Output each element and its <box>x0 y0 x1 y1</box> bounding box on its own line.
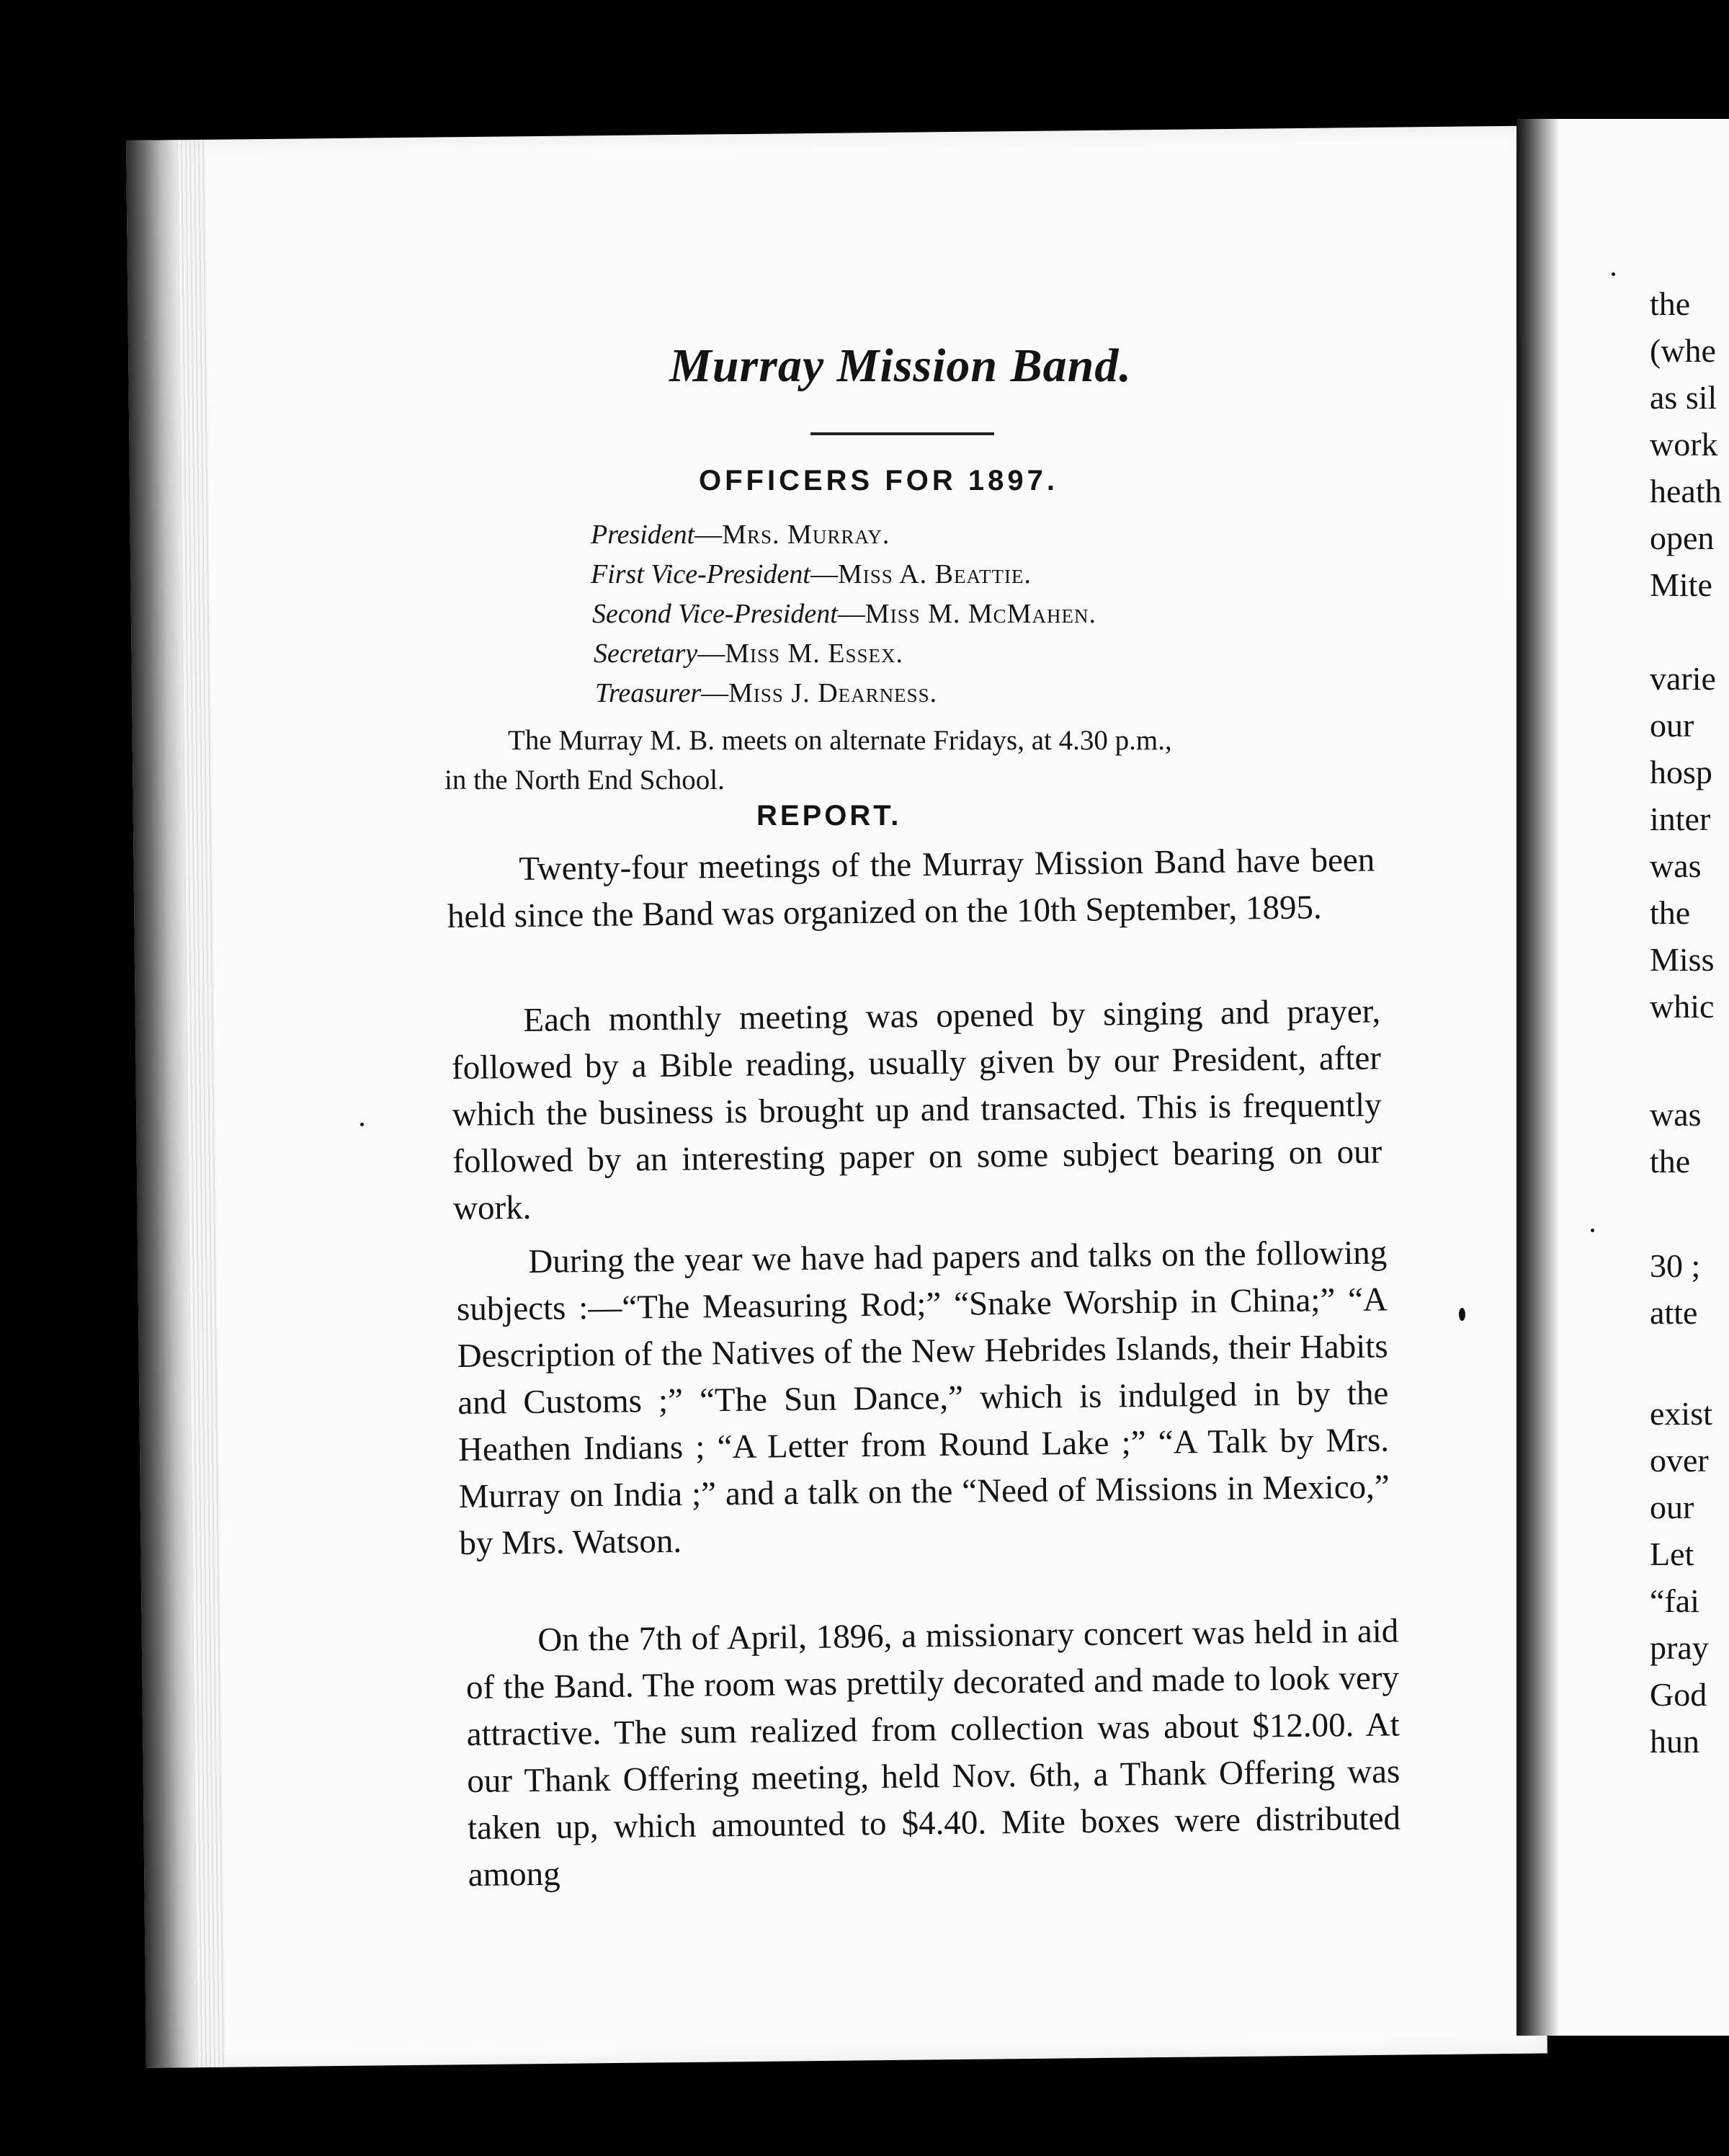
scan-speck <box>1612 272 1615 276</box>
officer-president: President—Mrs. Murray. <box>591 520 890 550</box>
right-page-line: was <box>1650 847 1702 884</box>
officers-heading: OFFICERS FOR 1897. <box>699 465 1058 496</box>
book-gutter <box>1516 119 1560 2036</box>
right-page-line: varie <box>1650 660 1716 697</box>
officer-name: Miss J. Dearness. <box>728 678 938 708</box>
report-paragraph-4: On the 7th of April, 1896, a missionary concert was held in aid of the Band. The room was prettily decorated and made to look very attractive. The sum realized from collection was about $12.00. At our Thank Offering meeting, held Nov. 6th, a Thank Offering was taken up, which amounted to $4.40. Mite boxes were distributed among <box>465 1612 1401 1894</box>
right-page-line: over <box>1650 1442 1709 1479</box>
officer-name: Miss M. Essex. <box>725 638 904 669</box>
right-page-line: was <box>1650 1096 1702 1133</box>
right-page-line: the <box>1650 894 1691 931</box>
officer-name: Miss M. McMahen. <box>864 599 1096 629</box>
report-heading: REPORT. <box>756 800 902 832</box>
right-page-line: Let <box>1650 1536 1694 1572</box>
meeting-note-line-1: The Murray M. B. meets on alternate Fridays, at 4.30 p.m., <box>508 725 1172 756</box>
right-page-line: whic <box>1650 988 1715 1025</box>
right-page-line: our <box>1650 1489 1694 1525</box>
officer-role: Second Vice-President <box>592 599 838 629</box>
report-paragraph-3: During the year we have had papers and talks on the following subjects :—“The Measuring Rod;” “Snake Worship in China;” “A Description of the Natives of the New Hebrides Islands, their Habits and Customs ;” “The Sun Dance,” which is indulged in by the Heathen Indians ; “A Letter from Round Lake ;” “A Talk by Mrs. Murray on India ;” and a talk on the “Need of Missions in Mexico,” by Mrs. Watson. <box>456 1234 1390 1562</box>
right-page-line: exist <box>1650 1395 1712 1432</box>
right-page-line: hosp <box>1650 754 1712 790</box>
officer-role: Treasurer <box>595 678 702 708</box>
right-page-line: Miss <box>1650 941 1715 978</box>
title-rule <box>810 432 994 435</box>
scan-speck <box>1591 1229 1594 1232</box>
officer-name: Mrs. Murray. <box>722 520 890 550</box>
page-title: Murray Mission Band. <box>669 339 1132 392</box>
right-page-line: God <box>1650 1676 1707 1713</box>
scan-speck <box>1459 1308 1465 1321</box>
right-page-line: the <box>1650 285 1691 322</box>
officer-secretary: Secretary—Miss M. Essex. <box>594 638 904 669</box>
officer-role: Secretary <box>594 638 698 669</box>
right-page-line: our <box>1650 707 1694 744</box>
right-page-line: Mite <box>1650 566 1712 603</box>
scan-speck <box>360 1123 364 1126</box>
officer-first-vice-president: First Vice-President—Miss A. Beattie. <box>591 559 1032 589</box>
right-page-line: pray <box>1650 1629 1709 1666</box>
right-page-line: open <box>1650 520 1715 556</box>
right-page-line: 30 ; <box>1650 1247 1701 1284</box>
meeting-note-line-2: in the North End School. <box>444 765 725 796</box>
report-paragraph-1: Twenty-four meetings of the Murray Mission Band have been held since the Band was organized on the 10th September, 1895. <box>447 841 1375 935</box>
right-page-line: atte <box>1650 1294 1698 1331</box>
officer-second-vice-president: Second Vice-President—Miss M. McMahen. <box>592 599 1096 629</box>
right-page-line: work <box>1650 426 1718 463</box>
right-page-line: the <box>1650 1143 1691 1180</box>
officer-role: President <box>591 520 695 550</box>
right-page-line: inter <box>1650 801 1711 837</box>
officer-name: Miss A. Beattie. <box>837 559 1032 589</box>
report-paragraph-2: Each monthly meeting was opened by singing and prayer, followed by a Bible reading, usually given by our President, after which the business is brought up and transacted. This is frequently followed by an interesting paper on some subject bearing on our work. <box>451 992 1382 1227</box>
right-page-line: “fai <box>1650 1582 1699 1619</box>
right-page-line: as sil <box>1650 379 1717 416</box>
right-page-line: heath <box>1650 473 1722 509</box>
right-page-line: (whe <box>1650 332 1716 369</box>
right-page-line: hun <box>1650 1723 1699 1760</box>
officer-treasurer: Treasurer—Miss J. Dearness. <box>595 678 938 708</box>
officer-role: First Vice-President <box>591 559 810 589</box>
